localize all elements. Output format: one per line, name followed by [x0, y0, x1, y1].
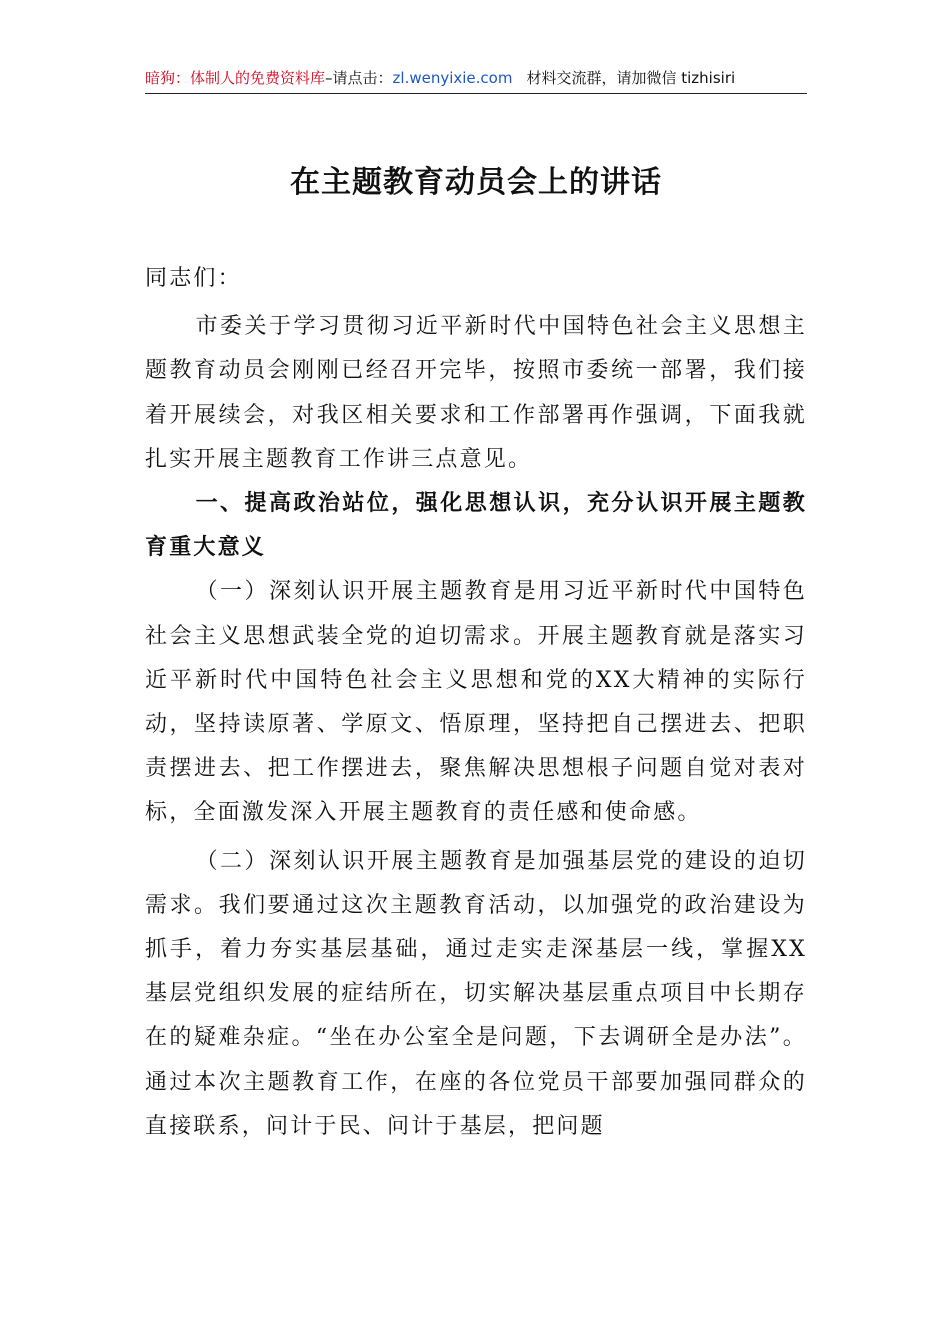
- header-promo-text: 暗狗：体制人的免费资料库: [145, 69, 326, 87]
- paragraph-2: （二）深刻认识开展主题教育是加强基层党的建设的迫切需求。我们要通过这次主题教育活动，以加强党的政治建设为抓手，着力夯实基层基础，通过走实走深基层一线，掌握XX基层党组织发展的症结所在，切实解决基层重点项目中长期存在的疑难杂症。“坐在办公室全是问题，下去调研全是办法”。通过本次主题教育工作，在座的各位党员干部要加强同群众的直接联系，问计于民、问计于基层，把问题: [145, 848, 807, 1139]
- header-group-text: 材料交流群，请加微信 tizhisiri: [526, 69, 736, 87]
- header-divider: [145, 93, 807, 94]
- document-title: 在主题教育动员会上的讲话: [290, 165, 662, 200]
- section-heading: 一、提高政治站位，强化思想认识，充分认识开展主题教育重大意义: [145, 491, 807, 561]
- document-body: [145, 257, 807, 1149]
- page-header: [145, 66, 807, 92]
- header-prompt-text: –请点击：: [325, 69, 393, 87]
- header-link[interactable]: zl.wenyixie.com: [392, 69, 513, 87]
- paragraph-1: （一）深刻认识开展主题教育是用习近平新时代中国特色社会主义思想武装全党的迫切需求。开展主题教育就是落实习近平新时代中国特色社会主义思想和党的XX大精神的实际行动，坚持读原著、学原文、悟原理，坚持把自己摆进去、把职责摆进去、把工作摆进去，聚焦解决思想根子问题自觉对表对标，全面激发深入开展主题教育的责任感和使命感。: [145, 579, 807, 826]
- intro-paragraph: 市委关于学习贯彻习近平新时代中国特色社会主义思想主题教育动员会刚刚已经召开完毕，按照市委统一部署，我们接着开展续会，对我区相关要求和工作部署再作强调，下面我就扎实开展主题教育工作讲三点意见。: [145, 314, 807, 472]
- salutation: 同志们：: [145, 266, 242, 291]
